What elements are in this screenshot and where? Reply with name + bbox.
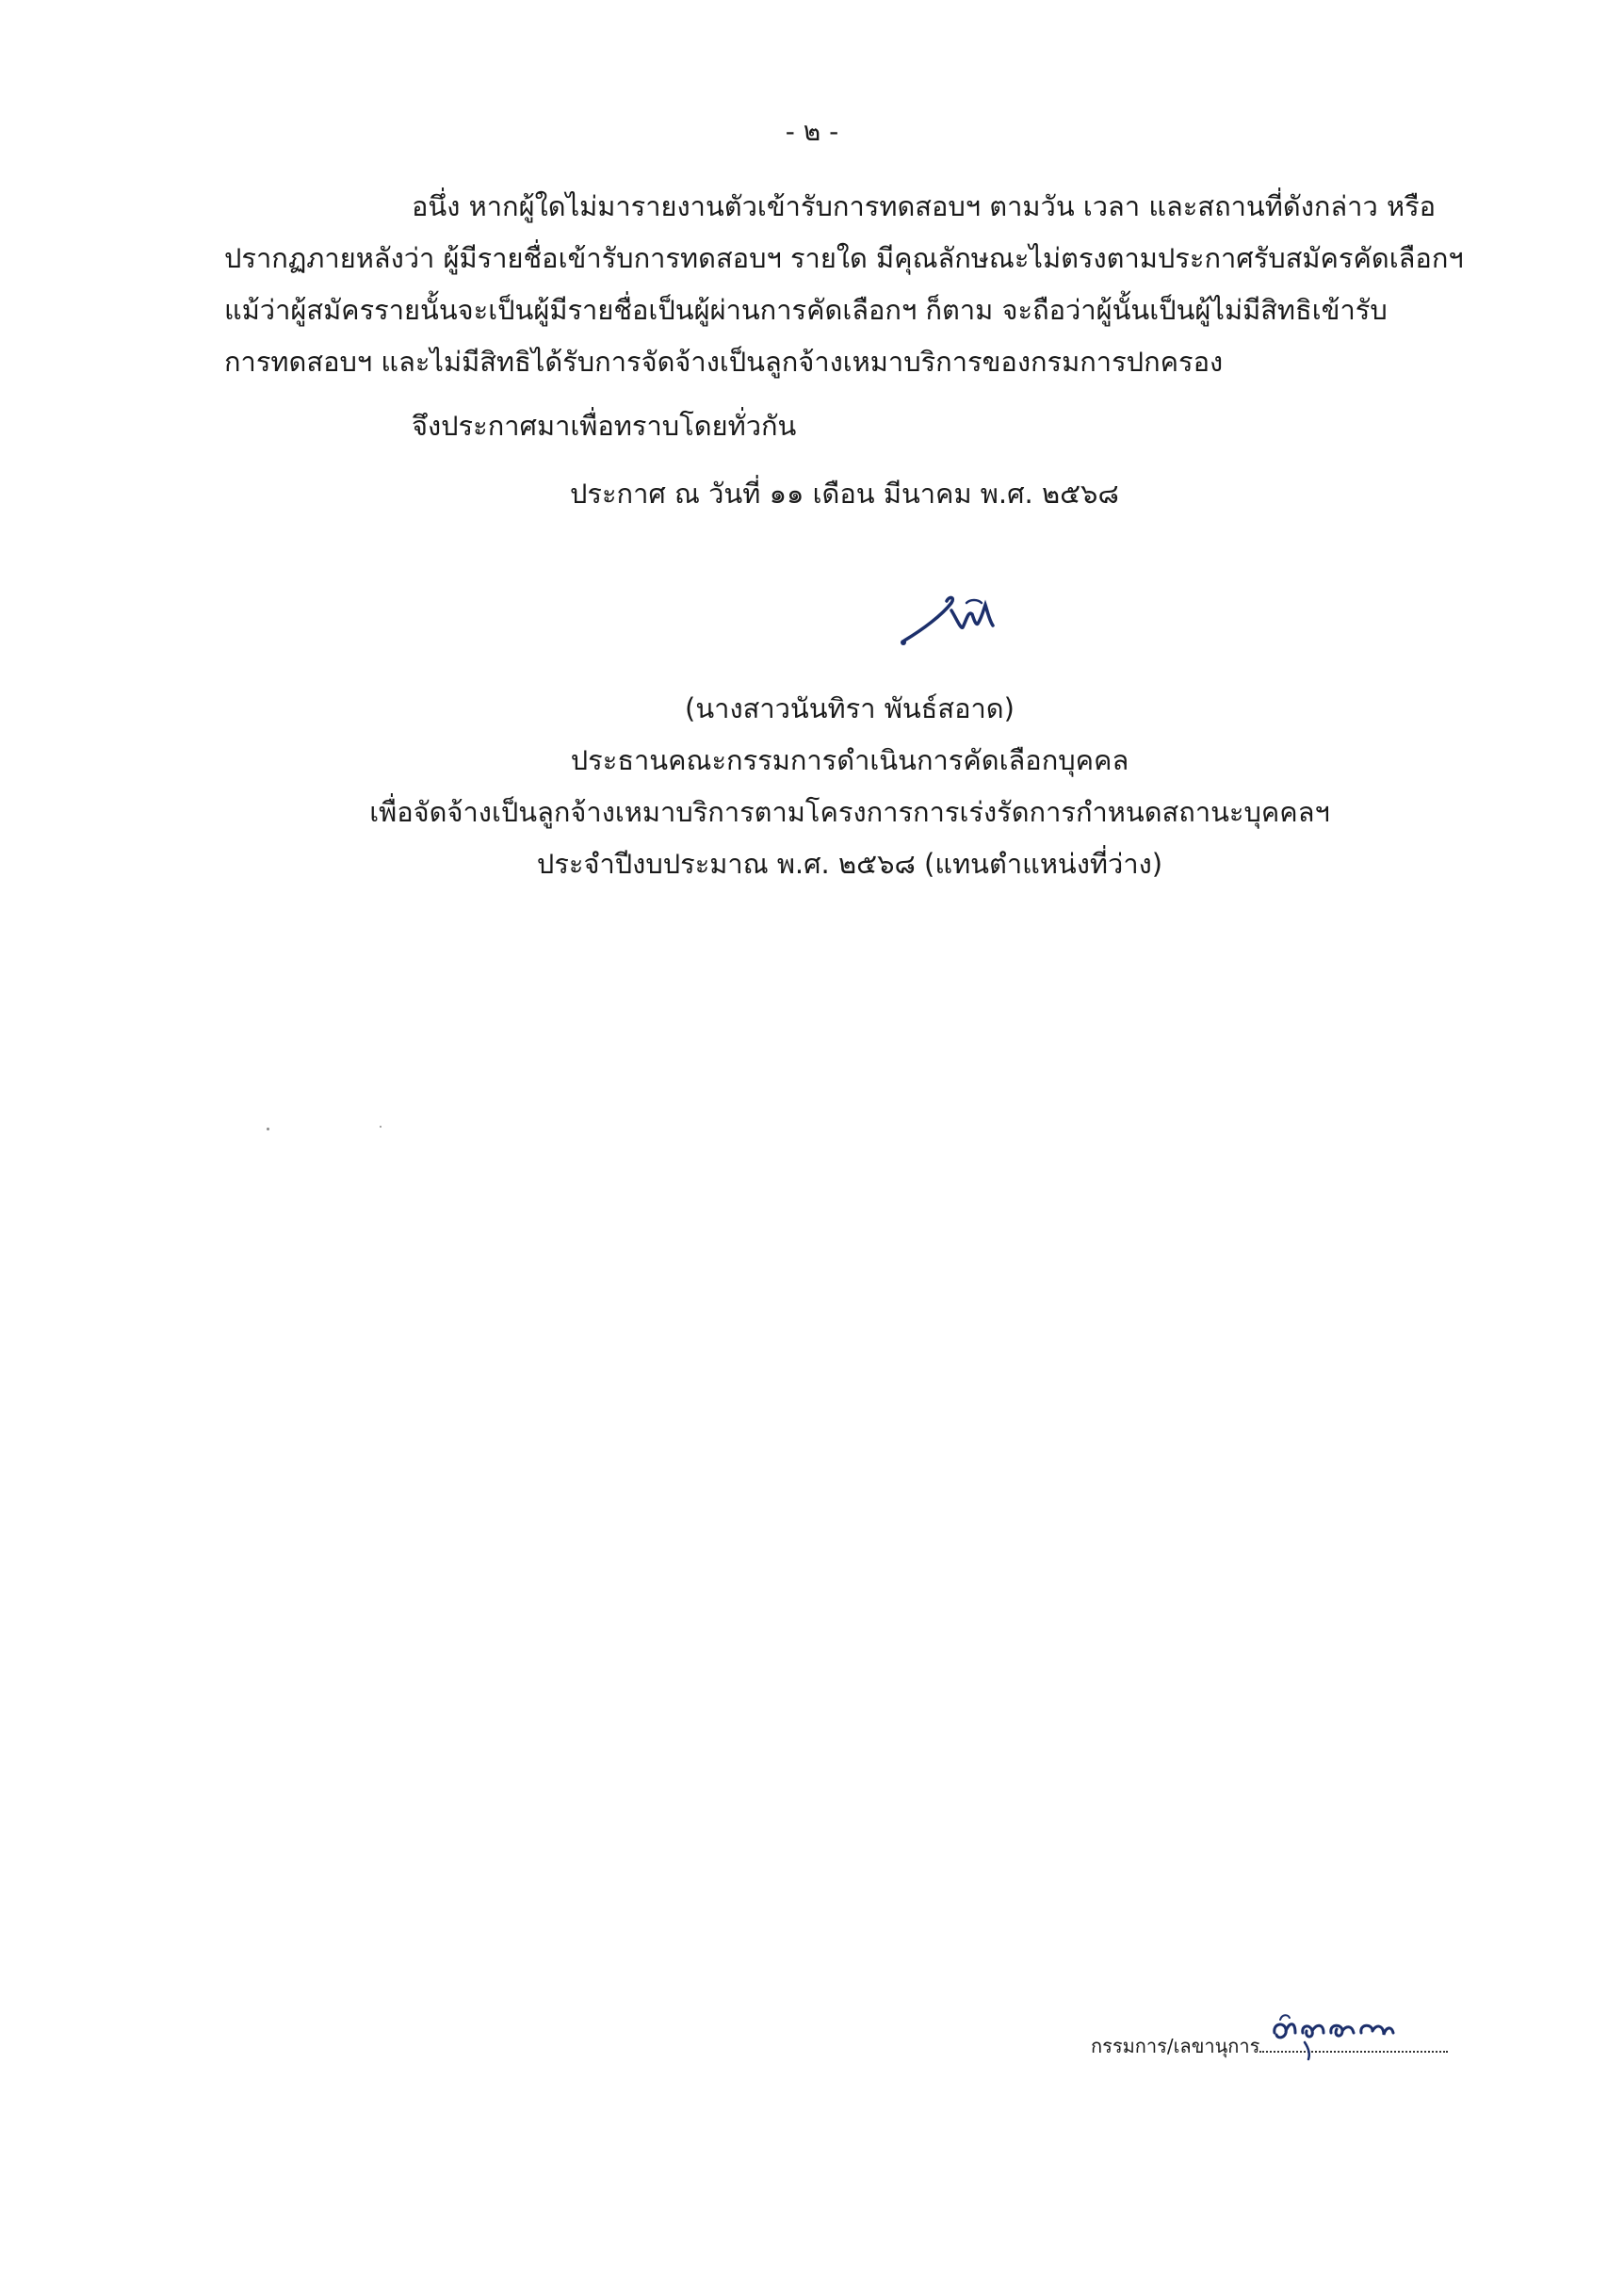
scan-speck bbox=[267, 1128, 269, 1130]
paragraph-line-3: แม้ว่าผู้สมัครรายนั้นจะเป็นผู้มีรายชื่อเป็นผู้ผ่านการคัดเลือกฯ ก็ตาม จะถือว่าผู้นั้นเป็นผู้ไม่มีสิทธิเข้ารับ bbox=[224, 294, 1388, 326]
paragraph-line-2: ปรากฏภายหลังว่า ผู้มีรายชื่อเข้ารับการทดสอบฯ รายใด มีคุณลักษณะไม่ตรงตามประกาศรับสมัครคัดเลือกฯ bbox=[224, 242, 1464, 274]
signature-mark bbox=[895, 582, 1017, 658]
announcement-line: จึงประกาศมาเพื่อทราบโดยทั่วกัน bbox=[412, 410, 797, 442]
scan-speck bbox=[380, 1126, 382, 1128]
signer-title-2: เพื่อจัดจ้างเป็นลูกจ้างเหมาบริการตามโครงการการเร่งรัดการกำหนดสถานะบุคคลฯ bbox=[369, 796, 1330, 828]
signer-name: (นางสาวนันทิรา พันธ์สอาด) bbox=[685, 692, 1015, 724]
date-line: ประกาศ ณ วันที่ ๑๑ เดือน มีนาคม พ.ศ. ๒๕๖๘ bbox=[570, 478, 1119, 510]
signer-title-3: ประจำปีงบประมาณ พ.ศ. ๒๕๖๘ (แทนตำแหน่งที่ว่าง) bbox=[536, 848, 1163, 880]
signer-title-1: ประธานคณะกรรมการดำเนินการคัดเลือกบุคคล bbox=[570, 744, 1129, 776]
page-number: - ๒ - bbox=[785, 116, 839, 147]
paragraph-line-4: การทดสอบฯ และไม่มีสิทธิได้รับการจัดจ้างเป็นลูกจ้างเหมาบริการของกรมการปกครอง bbox=[224, 346, 1224, 378]
handwritten-initials bbox=[1267, 2005, 1408, 2061]
paragraph-line-1: อนึ่ง หากผู้ใดไม่มารายงานตัวเข้ารับการทดสอบฯ ตามวัน เวลา และสถานที่ดังกล่าว หรือ bbox=[412, 190, 1437, 222]
footer-label: กรรมการ/เลขานุการ bbox=[1091, 2035, 1260, 2057]
